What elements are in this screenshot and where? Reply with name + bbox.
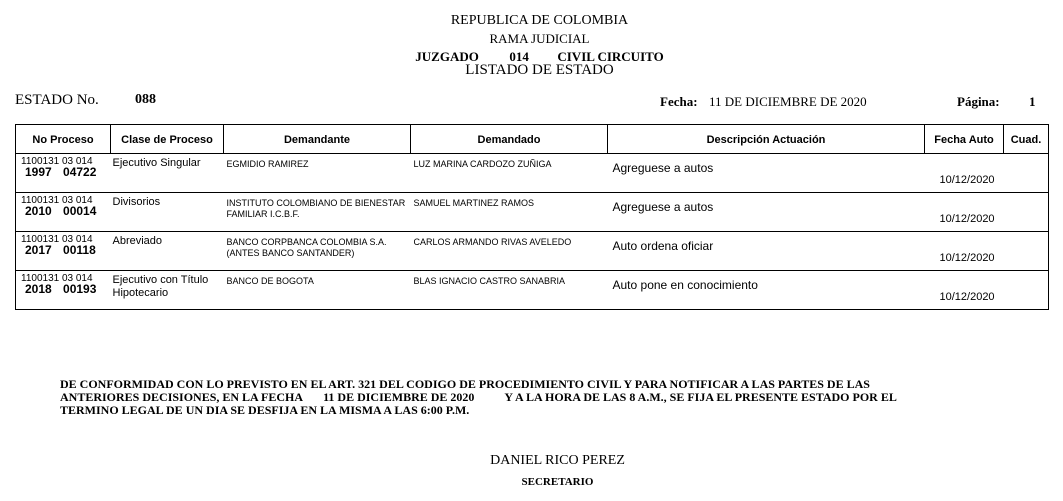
cell-cuad <box>1004 232 1049 271</box>
cell-proceso <box>16 271 111 310</box>
estado-number: 088 <box>135 92 156 107</box>
signature-title: SECRETARIO <box>521 476 594 488</box>
cell-descripcion: Agreguese a autos <box>608 193 925 232</box>
notice-line-3: TERMINO LEGAL DE UN DIA SE DESFIJA EN LA MISMA A LAS 6:00 P.M. <box>60 403 470 417</box>
notice-line-2-end: Y A LA HORA DE LAS 8 A.M., SE FIJA EL PRESENTE ESTADO POR EL <box>504 390 897 404</box>
table-row <box>16 232 1049 271</box>
cell-fecha-auto: 10/12/2020 <box>925 232 1004 271</box>
cell-cuad <box>1004 193 1049 232</box>
fecha-label: Fecha: <box>660 94 698 109</box>
cell-clase: Divisorios <box>111 193 224 232</box>
fecha-value: 11 DE DICIEMBRE DE 2020 <box>709 94 867 109</box>
cell-clase: Ejecutivo con Título Hipotecario <box>111 271 224 310</box>
pagina-label: Página: <box>957 94 1000 109</box>
table-row <box>16 193 1049 232</box>
header-listado: LISTADO DE ESTADO <box>465 62 614 78</box>
juzgado-type: CIVIL CIRCUITO <box>557 49 664 64</box>
cell-demandado: SAMUEL MARTINEZ RAMOS <box>411 193 608 232</box>
cell-demandante: BANCO CORPBANCA COLOMBIA S.A. (ANTES BANCO SANTANDER) <box>224 232 411 271</box>
col-header-clase: Clase de Proceso <box>111 125 224 154</box>
header-republica: REPUBLICA DE COLOMBIA <box>450 13 629 28</box>
estado-label: ESTADO No. <box>15 92 99 108</box>
col-header-proceso: No Proceso <box>16 125 111 154</box>
notice-fecha: 11 DE DICIEMBRE DE 2020 <box>323 390 475 404</box>
col-header-descripcion: Descripción Actuación <box>608 125 925 154</box>
signature-name: DANIEL RICO PEREZ <box>490 453 625 468</box>
proceso-codigo: 1100131 03 014 <box>21 156 93 167</box>
cell-demandante: BANCO DE BOGOTA <box>224 271 411 310</box>
cell-proceso <box>16 232 111 271</box>
cell-fecha-auto: 10/12/2020 <box>925 193 1004 232</box>
cell-descripcion: Agreguese a autos <box>608 154 925 193</box>
proceso-codigo: 1100131 03 014 <box>21 234 93 245</box>
proceso-codigo: 1100131 03 014 <box>21 195 93 206</box>
cell-fecha-auto: 10/12/2020 <box>925 271 1004 310</box>
proceso-numero: 1997 04722 <box>25 165 97 179</box>
proceso-codigo: 1100131 03 014 <box>21 273 93 284</box>
cell-clase: Ejecutivo Singular <box>111 154 224 193</box>
col-header-cuad: Cuad. <box>1004 125 1049 154</box>
cell-demandado: LUZ MARINA CARDOZO ZUÑIGA <box>411 154 608 193</box>
cell-demandante: EGMIDIO RAMIREZ <box>224 154 411 193</box>
cell-demandante: INSTITUTO COLOMBIANO DE BIENESTAR FAMILIAR I.C.B.F. <box>224 193 411 232</box>
notice-line-1: DE CONFORMIDAD CON LO PREVISTO EN EL ART. 321 DEL CODIGO DE PROCEDIMIENTO CIVIL Y PARA NOTIFICAR A LAS PARTES DE LAS <box>60 377 870 391</box>
cell-cuad <box>1004 271 1049 310</box>
cell-demandado: BLAS IGNACIO CASTRO SANABRIA <box>411 271 608 310</box>
cell-proceso <box>16 154 111 193</box>
notice-paragraph <box>60 378 1000 417</box>
estado-table <box>15 124 1049 310</box>
cell-proceso <box>16 193 111 232</box>
col-header-demandado: Demandado <box>411 125 608 154</box>
pagina-value: 1 <box>1029 94 1036 109</box>
table-row <box>16 271 1049 310</box>
proceso-numero: 2018 00193 <box>25 282 97 296</box>
proceso-numero: 2017 00118 <box>25 243 96 257</box>
cell-fecha-auto: 10/12/2020 <box>925 154 1004 193</box>
cell-descripcion: Auto pone en conocimiento <box>608 271 925 310</box>
cell-cuad <box>1004 154 1049 193</box>
header-rama-judicial: RAMA JUDICIAL <box>489 31 590 46</box>
col-header-demandante: Demandante <box>224 125 411 154</box>
cell-clase: Abreviado <box>111 232 224 271</box>
juzgado-label: JUZGADO <box>415 49 479 64</box>
cell-descripcion: Auto ordena oficiar <box>608 232 925 271</box>
proceso-numero: 2010 00014 <box>25 204 97 218</box>
table-row <box>16 154 1049 193</box>
juzgado-number: 014 <box>509 49 529 64</box>
table-header-row <box>16 125 1049 154</box>
col-header-fecha-auto: Fecha Auto <box>925 125 1004 154</box>
cell-demandado: CARLOS ARMANDO RIVAS AVELEDO <box>411 232 608 271</box>
notice-line-2-start: ANTERIORES DECISIONES, EN LA FECHA <box>60 390 304 404</box>
